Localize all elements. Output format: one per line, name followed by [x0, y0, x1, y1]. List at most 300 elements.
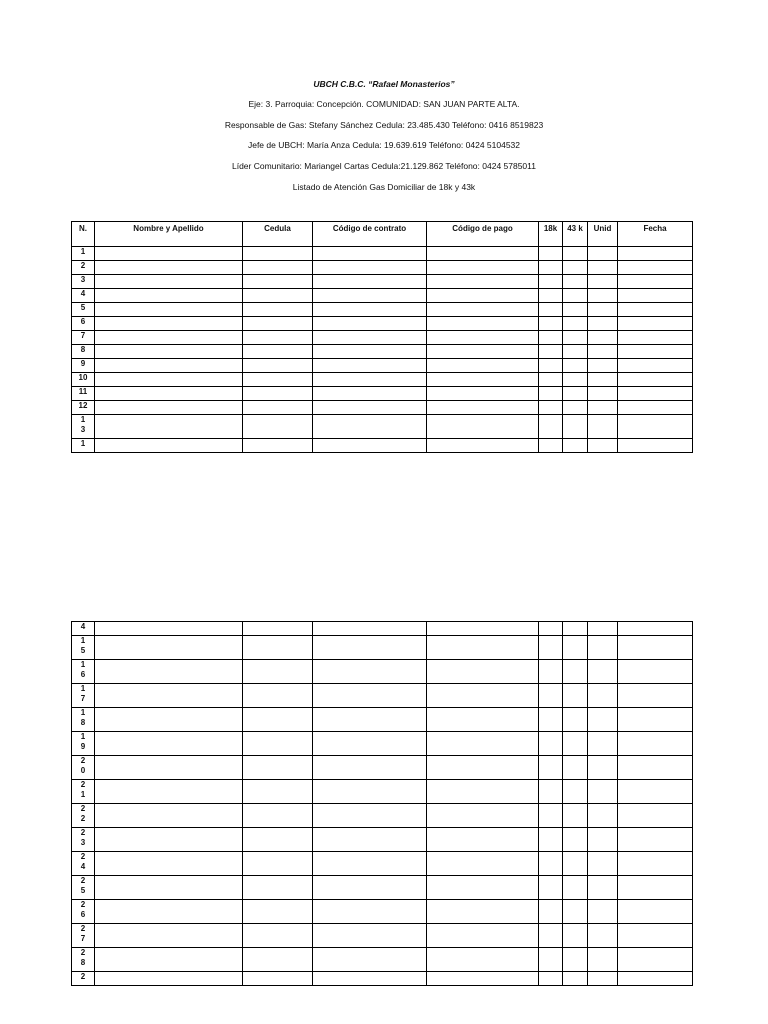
empty-cell[interactable]: [95, 660, 243, 684]
empty-cell[interactable]: [243, 948, 313, 972]
empty-cell[interactable]: [539, 828, 563, 852]
empty-cell[interactable]: [313, 275, 427, 289]
empty-cell[interactable]: [243, 439, 313, 453]
row-number: 8: [72, 345, 95, 359]
empty-cell[interactable]: [427, 732, 539, 756]
empty-cell[interactable]: [95, 708, 243, 732]
empty-cell[interactable]: [427, 289, 539, 303]
empty-cell[interactable]: [95, 924, 243, 948]
empty-cell[interactable]: [427, 924, 539, 948]
empty-cell[interactable]: [563, 684, 588, 708]
empty-cell[interactable]: [588, 900, 618, 924]
empty-cell[interactable]: [563, 708, 588, 732]
empty-cell[interactable]: [539, 359, 563, 373]
empty-cell[interactable]: [618, 948, 693, 972]
empty-cell[interactable]: [618, 828, 693, 852]
row-number: 1 6: [72, 660, 95, 684]
empty-cell[interactable]: [539, 852, 563, 876]
empty-cell[interactable]: [427, 331, 539, 345]
empty-cell[interactable]: [427, 275, 539, 289]
empty-cell[interactable]: [243, 247, 313, 261]
empty-cell[interactable]: [618, 415, 693, 439]
empty-cell[interactable]: [243, 345, 313, 359]
empty-cell[interactable]: [95, 684, 243, 708]
empty-cell[interactable]: [539, 415, 563, 439]
empty-cell[interactable]: [618, 303, 693, 317]
empty-cell[interactable]: [563, 732, 588, 756]
empty-cell[interactable]: [95, 948, 243, 972]
empty-cell[interactable]: [588, 732, 618, 756]
table-row: [72, 924, 693, 948]
empty-cell[interactable]: [563, 247, 588, 261]
row-number: 9: [72, 359, 95, 373]
empty-cell[interactable]: [427, 317, 539, 331]
empty-cell[interactable]: [313, 373, 427, 387]
empty-cell[interactable]: [588, 660, 618, 684]
empty-cell[interactable]: [618, 780, 693, 804]
empty-cell[interactable]: [539, 439, 563, 453]
row-number: 5: [72, 303, 95, 317]
empty-cell[interactable]: [539, 948, 563, 972]
empty-cell[interactable]: [95, 247, 243, 261]
empty-cell[interactable]: [243, 289, 313, 303]
row-number: 6: [72, 317, 95, 331]
empty-cell[interactable]: [588, 261, 618, 275]
row-number: 1 5: [72, 636, 95, 660]
empty-cell[interactable]: [563, 345, 588, 359]
empty-cell[interactable]: [539, 261, 563, 275]
col-43k: 43 k: [563, 222, 588, 247]
empty-cell[interactable]: [95, 828, 243, 852]
empty-cell[interactable]: [588, 924, 618, 948]
empty-cell[interactable]: [313, 303, 427, 317]
empty-cell[interactable]: [243, 972, 313, 986]
empty-cell[interactable]: [313, 415, 427, 439]
row-number: 2 1: [72, 780, 95, 804]
empty-cell[interactable]: [539, 289, 563, 303]
empty-cell[interactable]: [588, 684, 618, 708]
empty-cell[interactable]: [243, 852, 313, 876]
empty-cell[interactable]: [243, 373, 313, 387]
table-row: [72, 732, 693, 756]
empty-cell[interactable]: [618, 622, 693, 636]
empty-cell[interactable]: [539, 401, 563, 415]
empty-cell[interactable]: [427, 622, 539, 636]
empty-cell[interactable]: [427, 900, 539, 924]
empty-cell[interactable]: [427, 948, 539, 972]
empty-cell[interactable]: [563, 828, 588, 852]
empty-cell[interactable]: [95, 401, 243, 415]
empty-cell[interactable]: [243, 756, 313, 780]
empty-cell[interactable]: [588, 247, 618, 261]
empty-cell[interactable]: [563, 876, 588, 900]
empty-cell[interactable]: [313, 636, 427, 660]
empty-cell[interactable]: [243, 924, 313, 948]
row-number: 2 3: [72, 828, 95, 852]
empty-cell[interactable]: [618, 331, 693, 345]
empty-cell[interactable]: [243, 804, 313, 828]
empty-cell[interactable]: [427, 876, 539, 900]
empty-cell[interactable]: [588, 289, 618, 303]
empty-cell[interactable]: [588, 756, 618, 780]
empty-cell[interactable]: [313, 622, 427, 636]
empty-cell[interactable]: [313, 401, 427, 415]
table-row: [72, 828, 693, 852]
empty-cell[interactable]: [95, 756, 243, 780]
empty-cell[interactable]: [427, 828, 539, 852]
row-number: 2: [72, 261, 95, 275]
empty-cell[interactable]: [563, 289, 588, 303]
empty-cell[interactable]: [563, 660, 588, 684]
table-row: [72, 345, 693, 359]
table-row: [72, 876, 693, 900]
header-location: Eje: 3. Parroquia: Concepción. COMUNIDAD: SAN JUAN PARTE ALTA.: [248, 99, 520, 109]
empty-cell[interactable]: [588, 439, 618, 453]
empty-cell[interactable]: [539, 780, 563, 804]
empty-cell[interactable]: [95, 636, 243, 660]
table-row: [72, 261, 693, 275]
empty-cell[interactable]: [563, 636, 588, 660]
empty-cell[interactable]: [563, 804, 588, 828]
empty-cell[interactable]: [243, 732, 313, 756]
table-row: [72, 852, 693, 876]
row-number: 2: [72, 972, 95, 986]
col-18k: 18k: [539, 222, 563, 247]
empty-cell[interactable]: [95, 900, 243, 924]
empty-cell[interactable]: [563, 900, 588, 924]
empty-cell[interactable]: [618, 317, 693, 331]
empty-cell[interactable]: [539, 900, 563, 924]
empty-cell[interactable]: [313, 780, 427, 804]
empty-cell[interactable]: [588, 636, 618, 660]
empty-cell[interactable]: [95, 732, 243, 756]
table-row: [72, 275, 693, 289]
empty-cell[interactable]: [618, 345, 693, 359]
empty-cell[interactable]: [563, 439, 588, 453]
row-number: 2 4: [72, 852, 95, 876]
empty-cell[interactable]: [95, 331, 243, 345]
empty-cell[interactable]: [243, 275, 313, 289]
table-row: [72, 401, 693, 415]
empty-cell[interactable]: [563, 373, 588, 387]
empty-cell[interactable]: [588, 345, 618, 359]
empty-cell[interactable]: [588, 415, 618, 439]
empty-cell[interactable]: [618, 900, 693, 924]
empty-cell[interactable]: [618, 924, 693, 948]
empty-cell[interactable]: [618, 289, 693, 303]
empty-cell[interactable]: [243, 261, 313, 275]
empty-cell[interactable]: [313, 756, 427, 780]
empty-cell[interactable]: [618, 852, 693, 876]
empty-cell[interactable]: [427, 401, 539, 415]
table-row: [72, 289, 693, 303]
empty-cell[interactable]: [427, 780, 539, 804]
empty-cell[interactable]: [95, 852, 243, 876]
table-row: [72, 660, 693, 684]
empty-cell[interactable]: [95, 972, 243, 986]
empty-cell[interactable]: [243, 622, 313, 636]
empty-cell[interactable]: [313, 387, 427, 401]
empty-cell[interactable]: [95, 261, 243, 275]
empty-cell[interactable]: [588, 876, 618, 900]
empty-cell[interactable]: [243, 359, 313, 373]
empty-cell[interactable]: [427, 439, 539, 453]
empty-cell[interactable]: [563, 780, 588, 804]
empty-cell[interactable]: [243, 387, 313, 401]
empty-cell[interactable]: [95, 373, 243, 387]
empty-cell[interactable]: [313, 660, 427, 684]
empty-cell[interactable]: [539, 331, 563, 345]
empty-cell[interactable]: [243, 828, 313, 852]
empty-cell[interactable]: [588, 387, 618, 401]
empty-cell[interactable]: [563, 303, 588, 317]
empty-cell[interactable]: [427, 345, 539, 359]
empty-cell[interactable]: [588, 373, 618, 387]
table-row: [72, 387, 693, 401]
empty-cell[interactable]: [588, 622, 618, 636]
empty-cell[interactable]: [563, 924, 588, 948]
empty-cell[interactable]: [618, 373, 693, 387]
empty-cell[interactable]: [95, 289, 243, 303]
empty-cell[interactable]: [618, 261, 693, 275]
empty-cell[interactable]: [313, 247, 427, 261]
empty-cell[interactable]: [539, 275, 563, 289]
empty-cell[interactable]: [539, 756, 563, 780]
table-row: [72, 439, 693, 453]
table-row: [72, 900, 693, 924]
empty-cell[interactable]: [313, 972, 427, 986]
empty-cell[interactable]: [539, 876, 563, 900]
empty-cell[interactable]: [618, 387, 693, 401]
empty-cell[interactable]: [618, 636, 693, 660]
empty-cell[interactable]: [95, 622, 243, 636]
empty-cell[interactable]: [618, 439, 693, 453]
empty-cell[interactable]: [313, 331, 427, 345]
empty-cell[interactable]: [539, 732, 563, 756]
empty-cell[interactable]: [539, 317, 563, 331]
row-number: 2 2: [72, 804, 95, 828]
empty-cell[interactable]: [588, 275, 618, 289]
empty-cell[interactable]: [313, 439, 427, 453]
empty-cell[interactable]: [588, 972, 618, 986]
empty-cell[interactable]: [313, 708, 427, 732]
empty-cell[interactable]: [95, 275, 243, 289]
empty-cell[interactable]: [618, 247, 693, 261]
table-row: [72, 622, 693, 636]
empty-cell[interactable]: [427, 373, 539, 387]
empty-cell[interactable]: [243, 415, 313, 439]
empty-cell[interactable]: [563, 972, 588, 986]
empty-cell[interactable]: [618, 359, 693, 373]
header-community-leader: Líder Comunitario: Mariangel Cartas Cedula:21.129.862 Teléfono: 0424 5785011: [231, 161, 536, 171]
empty-cell[interactable]: [427, 708, 539, 732]
empty-cell[interactable]: [427, 972, 539, 986]
empty-cell[interactable]: [539, 373, 563, 387]
empty-cell[interactable]: [427, 303, 539, 317]
empty-cell[interactable]: [618, 401, 693, 415]
empty-cell[interactable]: [588, 317, 618, 331]
empty-cell[interactable]: [427, 261, 539, 275]
row-number: 2 5: [72, 876, 95, 900]
empty-cell[interactable]: [427, 660, 539, 684]
header-ubch-chief: Jefe de UBCH: María Anza Cedula: 19.639.619 Teléfono: 0424 5104532: [247, 140, 521, 150]
empty-cell[interactable]: [539, 387, 563, 401]
empty-cell[interactable]: [588, 331, 618, 345]
row-number: 1 3: [72, 415, 95, 439]
empty-cell[interactable]: [95, 415, 243, 439]
col-number: N.: [72, 222, 95, 247]
empty-cell[interactable]: [618, 732, 693, 756]
empty-cell[interactable]: [539, 708, 563, 732]
table-row: [72, 948, 693, 972]
empty-cell[interactable]: [313, 828, 427, 852]
empty-cell[interactable]: [313, 876, 427, 900]
empty-cell[interactable]: [539, 622, 563, 636]
empty-cell[interactable]: [563, 948, 588, 972]
empty-cell[interactable]: [427, 636, 539, 660]
empty-cell[interactable]: [588, 401, 618, 415]
empty-cell[interactable]: [95, 359, 243, 373]
table-row: [72, 331, 693, 345]
empty-cell[interactable]: [95, 303, 243, 317]
empty-cell[interactable]: [618, 972, 693, 986]
empty-cell[interactable]: [618, 275, 693, 289]
col-cedula: Cedula: [243, 222, 313, 247]
empty-cell[interactable]: [243, 636, 313, 660]
empty-cell[interactable]: [563, 359, 588, 373]
empty-cell[interactable]: [243, 876, 313, 900]
empty-cell[interactable]: [563, 275, 588, 289]
empty-cell[interactable]: [588, 852, 618, 876]
row-number: 2 7: [72, 924, 95, 948]
empty-cell[interactable]: [427, 387, 539, 401]
empty-cell[interactable]: [618, 684, 693, 708]
empty-cell[interactable]: [313, 317, 427, 331]
empty-cell[interactable]: [563, 331, 588, 345]
empty-cell[interactable]: [618, 756, 693, 780]
row-number: 10: [72, 373, 95, 387]
empty-cell[interactable]: [618, 660, 693, 684]
empty-cell[interactable]: [313, 732, 427, 756]
empty-cell[interactable]: [95, 387, 243, 401]
row-number: 1 8: [72, 708, 95, 732]
empty-cell[interactable]: [618, 804, 693, 828]
header-list-title: Listado de Atención Gas Domiciliar de 18k y 43k: [292, 182, 476, 192]
empty-cell[interactable]: [243, 780, 313, 804]
row-number: 4: [72, 622, 95, 636]
empty-cell[interactable]: [588, 708, 618, 732]
table-row: [72, 804, 693, 828]
empty-cell[interactable]: [563, 756, 588, 780]
row-number: 1 7: [72, 684, 95, 708]
empty-cell[interactable]: [618, 876, 693, 900]
table-row: [72, 247, 693, 261]
empty-cell[interactable]: [618, 708, 693, 732]
empty-cell[interactable]: [313, 289, 427, 303]
empty-cell[interactable]: [243, 660, 313, 684]
empty-cell[interactable]: [243, 900, 313, 924]
empty-cell[interactable]: [563, 622, 588, 636]
col-unid: Unid: [588, 222, 618, 247]
empty-cell[interactable]: [427, 804, 539, 828]
empty-cell[interactable]: [313, 924, 427, 948]
empty-cell[interactable]: [588, 948, 618, 972]
row-number: 11: [72, 387, 95, 401]
empty-cell[interactable]: [588, 804, 618, 828]
empty-cell[interactable]: [95, 317, 243, 331]
empty-cell[interactable]: [313, 804, 427, 828]
empty-cell[interactable]: [563, 401, 588, 415]
empty-cell[interactable]: [95, 804, 243, 828]
attention-table-page2: [71, 621, 693, 986]
row-number: 1: [72, 247, 95, 261]
empty-cell[interactable]: [539, 924, 563, 948]
empty-cell[interactable]: [313, 345, 427, 359]
empty-cell[interactable]: [588, 780, 618, 804]
empty-cell[interactable]: [563, 387, 588, 401]
empty-cell[interactable]: [243, 401, 313, 415]
empty-cell[interactable]: [243, 317, 313, 331]
empty-cell[interactable]: [539, 247, 563, 261]
row-number: 7: [72, 331, 95, 345]
col-fecha: Fecha: [618, 222, 693, 247]
empty-cell[interactable]: [539, 345, 563, 359]
empty-cell[interactable]: [588, 828, 618, 852]
empty-cell[interactable]: [313, 684, 427, 708]
empty-cell[interactable]: [563, 852, 588, 876]
table-row: [72, 684, 693, 708]
empty-cell[interactable]: [563, 415, 588, 439]
empty-cell[interactable]: [563, 317, 588, 331]
empty-cell[interactable]: [427, 684, 539, 708]
empty-cell[interactable]: [95, 876, 243, 900]
empty-cell[interactable]: [427, 247, 539, 261]
empty-cell[interactable]: [539, 660, 563, 684]
table-row: [72, 780, 693, 804]
empty-cell[interactable]: [243, 708, 313, 732]
row-number: 1 9: [72, 732, 95, 756]
table-row: [72, 303, 693, 317]
table-row: [72, 317, 693, 331]
table-row: [72, 636, 693, 660]
empty-cell[interactable]: [539, 684, 563, 708]
empty-cell[interactable]: [243, 331, 313, 345]
empty-cell[interactable]: [313, 948, 427, 972]
empty-cell[interactable]: [95, 439, 243, 453]
empty-cell[interactable]: [95, 780, 243, 804]
empty-cell[interactable]: [539, 804, 563, 828]
empty-cell[interactable]: [427, 415, 539, 439]
empty-cell[interactable]: [243, 303, 313, 317]
empty-cell[interactable]: [313, 261, 427, 275]
empty-cell[interactable]: [427, 359, 539, 373]
empty-cell[interactable]: [539, 972, 563, 986]
empty-cell[interactable]: [588, 359, 618, 373]
row-number: 2 0: [72, 756, 95, 780]
empty-cell[interactable]: [563, 261, 588, 275]
empty-cell[interactable]: [95, 345, 243, 359]
empty-cell[interactable]: [427, 852, 539, 876]
empty-cell[interactable]: [313, 852, 427, 876]
empty-cell[interactable]: [313, 900, 427, 924]
empty-cell[interactable]: [313, 359, 427, 373]
empty-cell[interactable]: [588, 303, 618, 317]
row-number: 2 8: [72, 948, 95, 972]
empty-cell[interactable]: [427, 756, 539, 780]
empty-cell[interactable]: [539, 303, 563, 317]
empty-cell[interactable]: [243, 684, 313, 708]
empty-cell[interactable]: [539, 636, 563, 660]
